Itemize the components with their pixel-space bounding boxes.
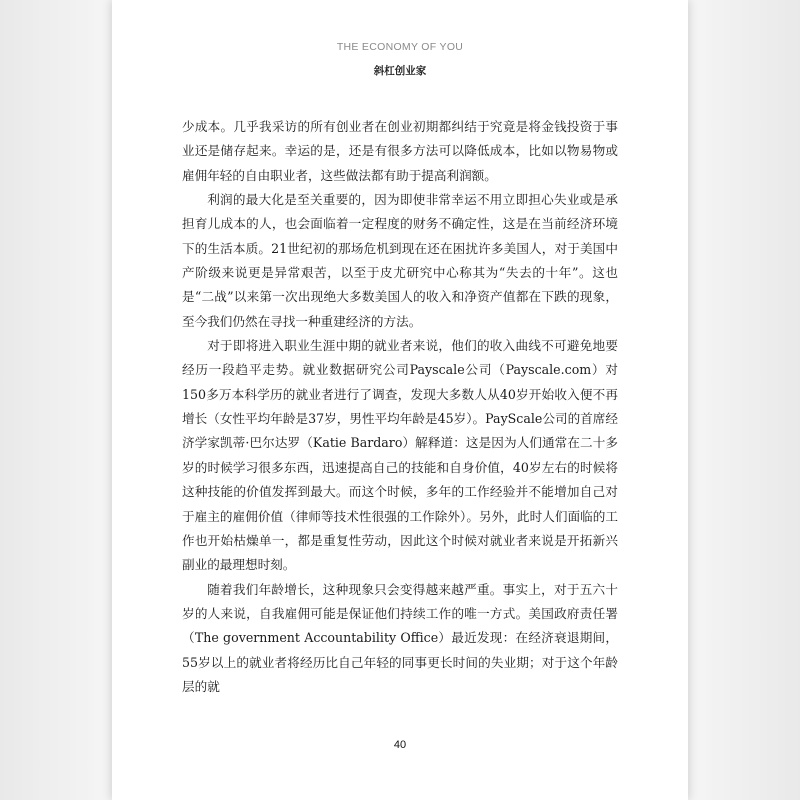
- page-number: 40: [393, 739, 407, 751]
- paragraph: 随着我们年龄增长，这种现象只会变得越来越严重。事实上，对于五六十岁的人来说，自我雇佣可能是保证他们持续工作的唯一方式。美国政府责任署（The government Accountability Office）最近发现：在经济衰退期间，55岁以上的就业者将经历比自己年轻的同事更长时间的失业期；对于这个年龄层的就: [182, 581, 618, 694]
- running-header-chapter-title: 斜杠创业家: [373, 65, 427, 77]
- paragraph: 少成本。几乎我采访的所有创业者在创业初期都纠结于究竟是将金钱投资于事业还是储存起来。幸运的是，还是有很多方法可以降低成本，比如以物易物或雇佣年轻的自由职业者，这些做法都有助于提高利润额。: [182, 119, 618, 183]
- body-text: [182, 115, 618, 699]
- running-header-book-title: THE ECONOMY OF YOU: [336, 41, 464, 53]
- paragraph: 利润的最大化是至关重要的，因为即使非常幸运不用立即担心失业或是承担育儿成本的人，也会面临着一定程度的财务不确定性，这是在当前经济环境下的生活本质。21世纪初的那场危机到现在还在困扰许多美国人，对于美国中产阶级来说更是异常艰苦，以至于皮尤研究中心称其为“失去的十年”。这也是“二战”以来第一次出现绝大多数美国人的收入和净资产值都在下跌的现象，至今我们仍然在寻找一种重建经济的方法。: [182, 192, 618, 329]
- book-page: [112, 0, 688, 800]
- paragraph: 对于即将进入职业生涯中期的就业者来说，他们的收入曲线不可避免地要经历一段趋平走势。就业数据研究公司Payscale公司（Payscale.com）对150多万本科学历的就业者进行了调查，发现大多数人从40岁开始收入便不再增长（女性平均年龄是37岁，男性平均年龄是45岁）。PayScale公司的首席经济学家凯蒂·巴尔达罗（Katie Bardaro）解释道：这是因为人们通常在二十多岁的时候学习很多东西，迅速提高自己的技能和自身价值，40岁左右的时候将这种技能的价值发挥到最大。而这个时候，多年的工作经验并不能增加自己对于雇主的雇佣价值（律师等技术性很强的工作除外）。另外，此时人们面临的工作也开始枯燥单一，都是重复性劳动，因此这个时候对就业者来说是开拓新兴副业的最理想时刻。: [182, 338, 618, 573]
